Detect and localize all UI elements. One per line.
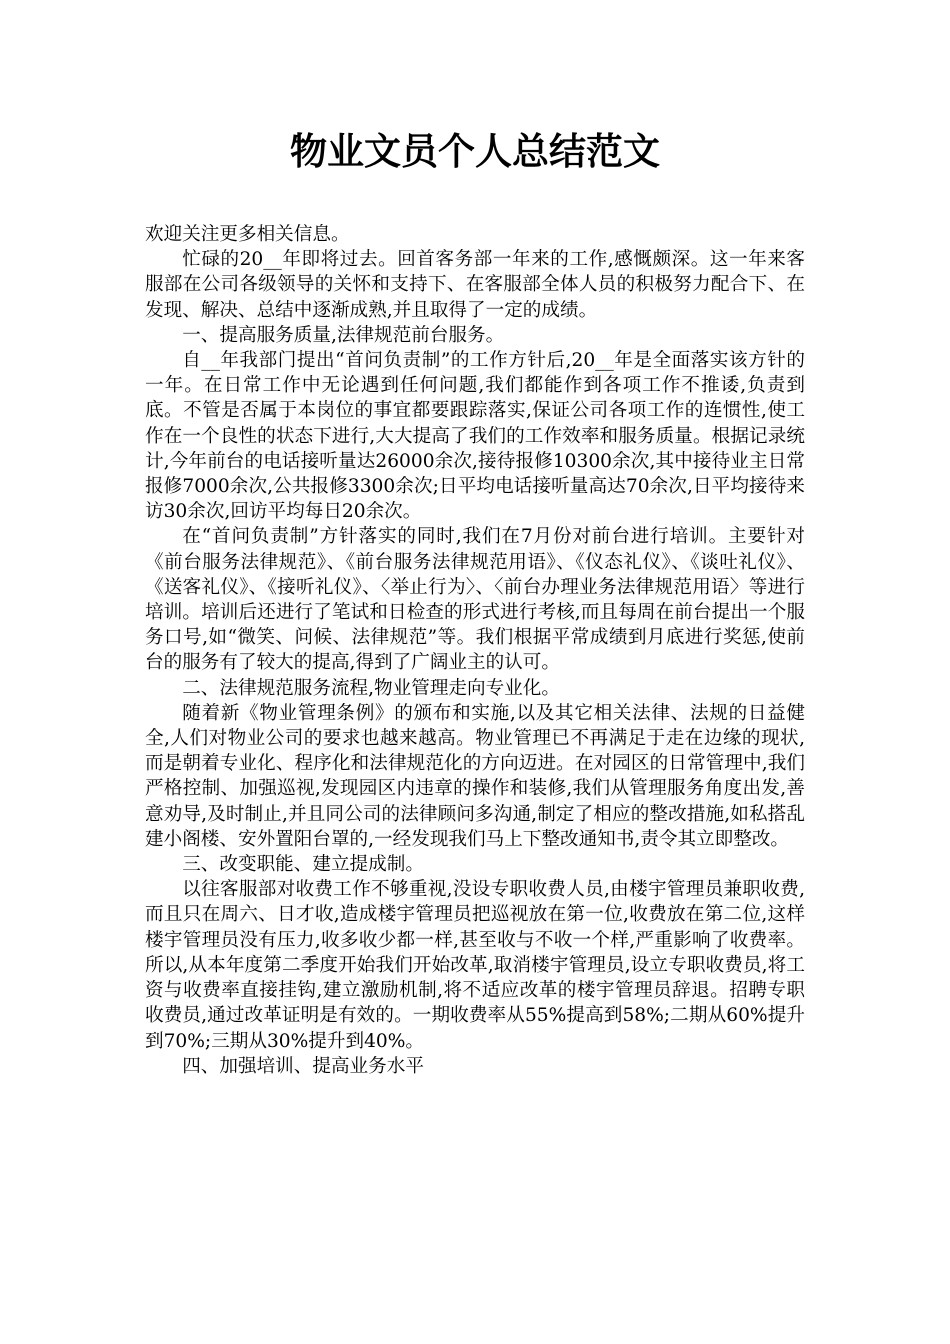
section-heading-4: 四、加强培训、提高业务水平: [182, 1055, 424, 1077]
section-heading-2: 二、法律规范服务流程,物业管理走向专业化。: [182, 677, 560, 699]
paragraph-opening: 忙碌的20__年即将过去。回首客务部一年来的工作,感慨颇深。这一年来客服部在公司各级领导的关怀和支持下、在客服部全体人员的积极努力配合下、在发现、解决、总结中逐渐成熟,并且取得了一定的成绩。: [145, 249, 805, 321]
paragraph-section-3: 以往客服部对收费工作不够重视,没设专职收费人员,由楼宇管理员兼职收费,而且只在周六、日才收,造成楼宇管理员把巡视放在第一位,收费放在第二位,这样楼宇管理员没有压力,收多收少都一样,甚至收与不收一个样,严重影响了收费率。所以,从本年度第二季度开始我们开始改革,取消楼宇管理员,设立专职收费员,将工资与收费率直接挂钩,建立激励机制,将不适应改革的楼宇管理员辞退。招聘专职收费员,通过改革证明是有效的。一期收费率从55%提高到58%;二期从60%提升到70%;三期从30%提升到40%。: [145, 879, 805, 1052]
section-heading-3: 三、改变职能、建立提成制。: [182, 854, 424, 876]
document-title: 物业文员个人总结范文: [290, 130, 660, 173]
paragraph-section-2: 随着新《物业管理条例》的颁布和实施,以及其它相关法律、法规的日益健全,人们对物业公司的要求也越来越高。物业管理已不再满足于走在边缘的现状,而是朝着专业化、程序化和法律规范化的方向迈进。在对园区的日常管理中,我们严格控制、加强巡视,发现园区内违章的操作和装修,我们从管理服务角度出发,善意劝导,及时制止,并且同公司的法律顾问多沟通,制定了相应的整改措施,如私搭乱建小阁楼、安外置阳台罩的,一经发现我们马上下整改通知书,责令其立即整改。: [145, 702, 805, 850]
paragraph-section-1b: 在“首问负责制”方针落实的同时,我们在7月份对前台进行培训。主要针对《前台服务法律规范》、《前台服务法律规范用语》、《仪态礼仪》、《谈吐礼仪》、《送客礼仪》、《接听礼仪》、〈举止行为〉、〈前台办理业务法律规范用语〉等进行培训。培训后还进行了笔试和日检查的形式进行考核,而且每周在前台提出一个服务口号,如“微笑、问候、法律规范”等。我们根据平常成绩到月底进行奖惩,使前台的服务有了较大的提高,得到了广阔业主的认可。: [145, 526, 805, 674]
section-heading-1: 一、提高服务质量,法律规范前台服务。: [182, 324, 505, 346]
document-body: [145, 222, 805, 1079]
paragraph-section-1a: 自__年我部门提出“首问负责制”的工作方针后,20__年是全面落实该方针的一年。在日常工作中无论遇到任何问题,我们都能作到各项工作不推诿,负责到底。不管是否属于本岗位的事宜都要跟踪落实,保证公司各项工作的连惯性,使工作在一个良性的状态下进行,大大提高了我们的工作效率和服务质量。根据记录统计,今年前台的电话接听量达26000余次,接待报修10300余次,其中接待业主日常报修7000余次,公共报修3300余次;日平均电话接听量高达70余次,日平均接待来访30余次,回访平均每日20余次。: [145, 350, 805, 523]
paragraph-intro: 欢迎关注更多相关信息。: [145, 224, 350, 245]
